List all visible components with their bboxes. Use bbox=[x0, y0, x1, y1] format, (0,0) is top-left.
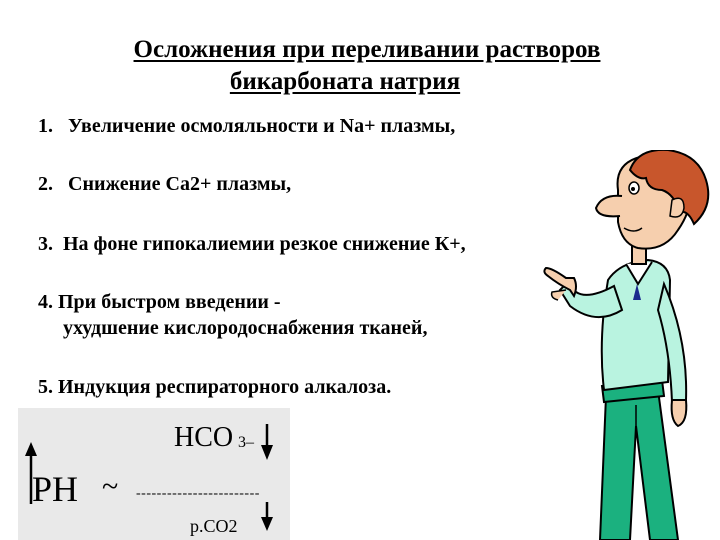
item-text: При быстром введении - bbox=[58, 291, 281, 313]
numerator-subscript: 3– bbox=[238, 434, 254, 451]
item-number: 2. bbox=[38, 173, 53, 195]
pointing-man-illustration bbox=[538, 150, 720, 540]
list-item-2 bbox=[38, 172, 291, 196]
tilde-symbol: ~ bbox=[102, 470, 119, 503]
arrow-down-icon bbox=[261, 424, 273, 460]
item-text: Снижение Ca2+ плазмы, bbox=[68, 173, 292, 195]
list-item-3 bbox=[38, 232, 466, 256]
list-item-5 bbox=[38, 375, 391, 399]
ph-formula-box bbox=[18, 408, 290, 540]
title-line-2: бикарбоната натрия bbox=[229, 68, 461, 95]
title-line-1: Осложнения при переливании растворов bbox=[133, 36, 601, 63]
item-number: 4. bbox=[38, 291, 53, 313]
item-number: 5. bbox=[38, 376, 53, 398]
ph-label: PH bbox=[32, 469, 79, 509]
item-text: Индукция респираторного алкалоза. bbox=[58, 376, 392, 398]
list-item-4-continued: ухудшение кислородоснабжения тканей, bbox=[63, 317, 428, 339]
slide-title bbox=[0, 34, 720, 98]
numerator-hco: HCO bbox=[174, 422, 234, 453]
item-text: На фоне гипокалиемии резкое снижение К+, bbox=[63, 233, 466, 255]
item-text: Увеличение осмоляльности и Na+ плазмы, bbox=[68, 115, 456, 137]
arrow-down-icon bbox=[261, 502, 273, 531]
item-number: 3. bbox=[38, 233, 53, 255]
denominator-pco2: p.CO2 bbox=[190, 516, 238, 536]
item-number: 1. bbox=[38, 115, 53, 137]
fraction-line: ------------------------ bbox=[136, 486, 260, 501]
list-item-1 bbox=[38, 114, 455, 138]
list-item-4 bbox=[38, 290, 281, 314]
